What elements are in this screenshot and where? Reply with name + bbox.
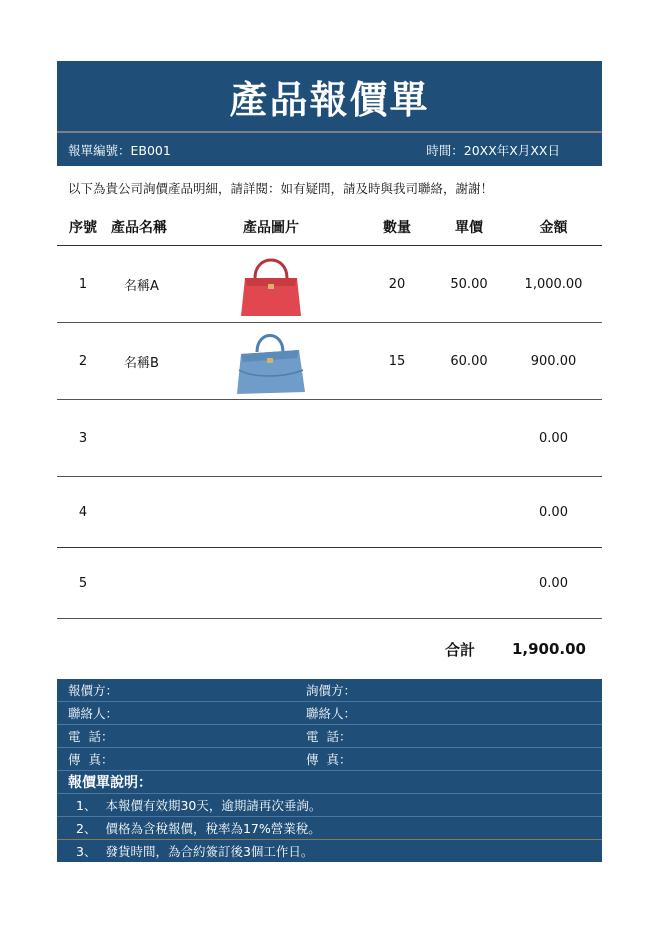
total-label: 合計 xyxy=(444,640,475,659)
row-name: 名稱B xyxy=(124,355,159,371)
intro-text: 以下為貴公司詢價產品明細，請詳閱：如有疑問，請及時與我司聯絡，謝謝！ xyxy=(68,180,494,196)
contact-label: 聯絡人： xyxy=(68,706,119,721)
note-item xyxy=(57,840,602,862)
row-amount: 0.00 xyxy=(539,575,568,591)
table-row xyxy=(57,323,602,400)
note-number: 1、 xyxy=(76,798,97,813)
row-qty: 15 xyxy=(388,353,406,369)
quote-sheet xyxy=(57,61,602,862)
row-amount: 0.00 xyxy=(539,504,568,520)
row-no: 2 xyxy=(78,353,88,369)
note-text: 價格為含稅報價，稅率為17%營業稅。 xyxy=(105,821,321,836)
table-row xyxy=(57,477,602,548)
row-amount: 900.00 xyxy=(530,353,577,369)
row-qty: 20 xyxy=(388,276,406,292)
red-handbag-image xyxy=(235,248,307,320)
blue-handbag-image xyxy=(233,324,309,398)
table-row xyxy=(57,246,602,323)
party-row xyxy=(57,725,602,748)
row-no: 3 xyxy=(78,430,88,446)
row-image-cell xyxy=(181,548,361,618)
col-header-no: 序號 xyxy=(69,220,97,236)
row-amount: 1,000.00 xyxy=(524,276,583,292)
page-title: 產品報價單 xyxy=(57,61,602,133)
col-header-qty: 數量 xyxy=(383,220,411,236)
party-row xyxy=(57,748,602,771)
footer-band xyxy=(57,679,602,862)
inquirer-label: 詢價方： xyxy=(306,683,357,698)
note-item xyxy=(57,794,602,817)
total-row xyxy=(57,619,602,679)
party-row xyxy=(57,702,602,725)
phone-label-right: 電 話： xyxy=(306,729,352,744)
col-header-amount: 金額 xyxy=(539,220,568,236)
row-image-cell xyxy=(181,400,361,476)
note-number: 3、 xyxy=(76,844,97,859)
quote-number: 報單編號：EB001 xyxy=(68,142,171,158)
col-header-name: 產品名稱 xyxy=(111,220,167,236)
row-price: 50.00 xyxy=(450,276,488,292)
row-no: 4 xyxy=(78,504,88,520)
row-no: 5 xyxy=(78,575,88,591)
note-item xyxy=(57,817,602,840)
table-header xyxy=(57,209,602,246)
row-image-cell xyxy=(181,246,361,322)
meta-bar xyxy=(57,133,602,166)
header-band xyxy=(57,61,602,166)
row-no: 1 xyxy=(78,276,88,292)
fax-label: 傳 真： xyxy=(68,752,114,767)
col-header-price: 單價 xyxy=(455,220,483,236)
col-header-image: 產品圖片 xyxy=(243,220,299,236)
row-image-cell xyxy=(181,323,361,399)
fax-label-right: 傳 真： xyxy=(306,752,352,767)
row-image-cell xyxy=(181,477,361,547)
row-amount: 0.00 xyxy=(539,430,568,446)
table-row xyxy=(57,400,602,477)
note-number: 2、 xyxy=(76,821,97,836)
contact-label-right: 聯絡人： xyxy=(306,706,357,721)
row-price: 60.00 xyxy=(450,353,488,369)
quoter-label: 報價方： xyxy=(68,683,119,698)
phone-label: 電 話： xyxy=(68,729,114,744)
note-text: 本報價有效期30天，逾期請再次垂詢。 xyxy=(105,798,322,813)
table-row xyxy=(57,548,602,619)
notes-title: 報價單說明： xyxy=(57,771,602,794)
party-row xyxy=(57,679,602,702)
row-name: 名稱A xyxy=(124,278,159,294)
total-value: 1,900.00 xyxy=(511,640,586,658)
quote-date: 時間：20XX年X月XX日 xyxy=(426,142,560,158)
note-text: 發貨時間，為合約簽訂後3個工作日。 xyxy=(105,844,314,859)
